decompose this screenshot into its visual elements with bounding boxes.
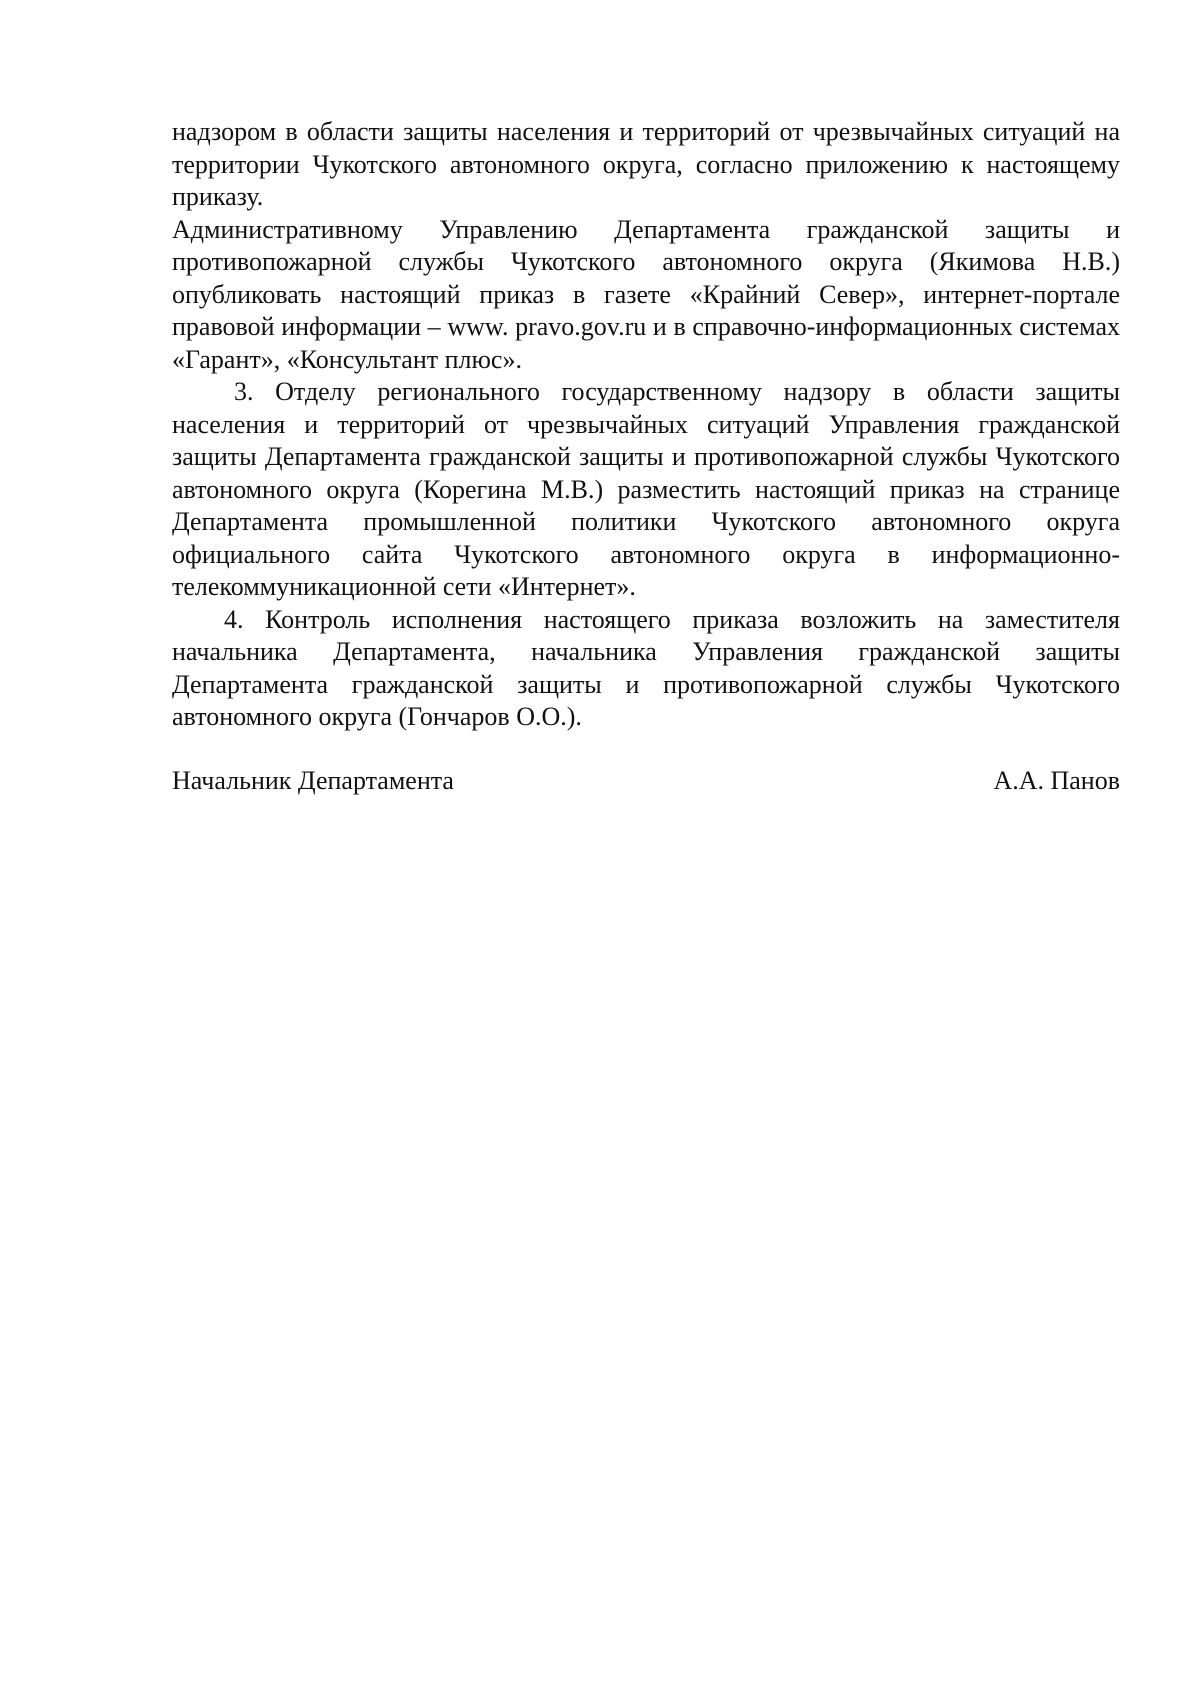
signatory-name: А.А. Панов: [993, 765, 1120, 795]
document-page: [172, 116, 1120, 797]
signatory-position: Начальник Департамента: [172, 765, 454, 795]
paragraph-item-4: 4. Контроль исполнения настоящего приказа возложить на заместителя начальника Департамента, начальника Управления гражданской защиты Департамента гражданской защиты и противопожарной службы Чукотского автономного округа (Гончаров О.О.).: [172, 604, 1120, 731]
paragraph-publication: Административному Управлению Департамента гражданской защиты и противопожарной службы Чукотского автономного округа (Якимова Н.В.) опубликовать настоящий приказ в газете «Крайний Север», интернет-портале правовой информации – www. pravo.gov.ru и в справочно-информационных системах «Гарант», «Консультант плюс».: [172, 214, 1120, 374]
paragraph-continuation: надзором в области защиты населения и территорий от чрезвычайных ситуаций на территории Чукотского автономного округа, согласно приложению к настоящему приказу.: [172, 117, 1120, 211]
paragraph-item-3: 3. Отделу регионального государственному надзору в области защиты населения и территорий от чрезвычайных ситуаций Управления гражданской защиты Департамента гражданской защиты и противопожарной службы Чукотского автономного округа (Корегина М.В.) разместить настоящий приказ на странице Департамента промышленной политики Чукотского автономного округа официального сайта Чукотского автономного округа в информационно-телекоммуникационной сети «Интернет».: [172, 377, 1120, 601]
signature-block: [172, 765, 1120, 798]
